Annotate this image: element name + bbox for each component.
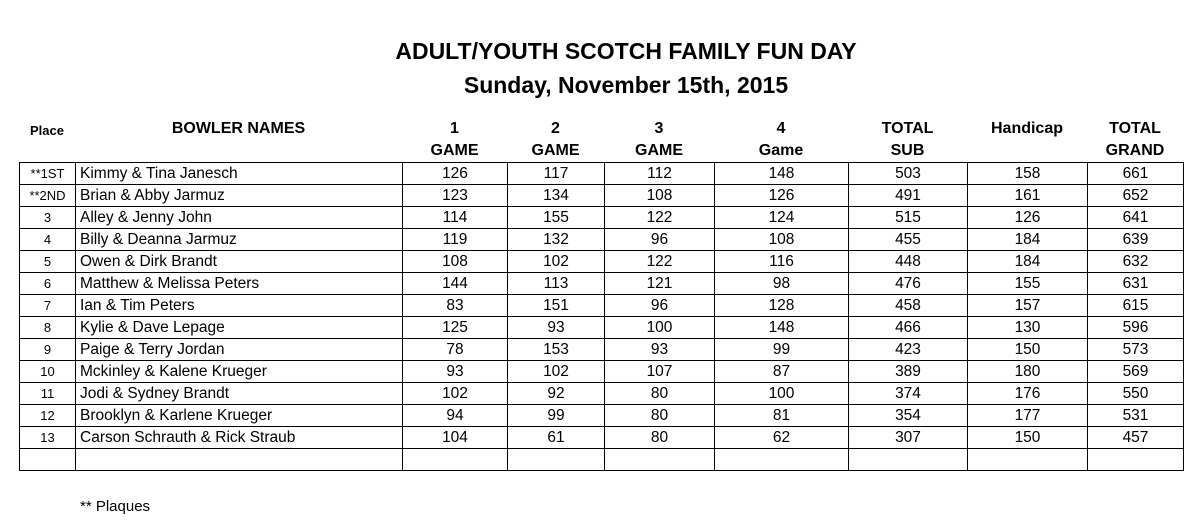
total-sub-cell: 515 — [849, 207, 968, 229]
game-3-cell: 107 — [605, 361, 715, 383]
game-2-cell: 132 — [508, 229, 605, 251]
bowler-names-cell: Ian & Tim Peters — [76, 295, 403, 317]
game-2-cell: 117 — [508, 163, 605, 185]
table-row — [20, 405, 1184, 427]
bowler-names-cell: Paige & Terry Jordan — [76, 339, 403, 361]
game-3-cell — [605, 449, 715, 471]
game-3-cell: 112 — [605, 163, 715, 185]
header-game-1-label: GAME — [430, 142, 479, 159]
game-4-cell: 98 — [715, 273, 849, 295]
game-1-cell: 108 — [403, 251, 508, 273]
game-4-cell: 100 — [715, 383, 849, 405]
game-1-cell — [403, 449, 508, 471]
game-2-cell: 102 — [508, 361, 605, 383]
header-handicap: Handicap — [990, 120, 1063, 137]
game-1-cell: 125 — [403, 317, 508, 339]
game-3-cell: 122 — [605, 207, 715, 229]
header-game-4-number: 4 — [776, 120, 786, 137]
game-2-cell — [508, 449, 605, 471]
game-2-cell: 134 — [508, 185, 605, 207]
game-2-cell: 92 — [508, 383, 605, 405]
handicap-cell: 130 — [968, 317, 1088, 339]
table-row — [20, 185, 1184, 207]
handicap-cell: 184 — [968, 251, 1088, 273]
game-4-cell: 81 — [715, 405, 849, 427]
bowler-names-cell: Mckinley & Kalene Krueger — [76, 361, 403, 383]
game-2-cell: 61 — [508, 427, 605, 449]
header-game-2-number: 2 — [551, 120, 560, 137]
header-total-grand-line1: TOTAL — [1109, 120, 1161, 137]
handicap-cell: 126 — [968, 207, 1088, 229]
bowler-names-cell: Alley & Jenny John — [76, 207, 403, 229]
bowler-names-cell: Owen & Dirk Brandt — [76, 251, 403, 273]
game-3-cell: 108 — [605, 185, 715, 207]
table-row — [20, 163, 1184, 185]
game-1-cell: 123 — [403, 185, 508, 207]
total-sub-cell: 354 — [849, 405, 968, 427]
game-2-cell: 153 — [508, 339, 605, 361]
footnote: ** Plaques — [80, 498, 151, 515]
place-cell: 6 — [20, 273, 76, 295]
total-grand-cell: 550 — [1088, 383, 1184, 405]
place-cell: 4 — [20, 229, 76, 251]
game-4-cell: 108 — [715, 229, 849, 251]
bowler-names-cell: Carson Schrauth & Rick Straub — [76, 427, 403, 449]
total-grand-cell: 631 — [1088, 273, 1184, 295]
page-subtitle: Sunday, November 15th, 2015 — [463, 72, 789, 98]
game-2-cell: 155 — [508, 207, 605, 229]
header-game-3-label: GAME — [635, 142, 683, 159]
total-grand-cell: 641 — [1088, 207, 1184, 229]
header-total-grand — [1087, 118, 1183, 162]
total-sub-cell: 491 — [849, 185, 968, 207]
game-3-cell: 96 — [605, 295, 715, 317]
place-cell: 8 — [20, 317, 76, 339]
game-3-cell: 80 — [605, 383, 715, 405]
game-4-cell: 126 — [715, 185, 849, 207]
game-1-cell: 83 — [403, 295, 508, 317]
game-1-cell: 144 — [403, 273, 508, 295]
table-row — [20, 449, 1184, 471]
game-4-cell: 148 — [715, 317, 849, 339]
game-1-cell: 114 — [403, 207, 508, 229]
header-game-4-label: Game — [758, 142, 804, 159]
total-grand-cell: 632 — [1088, 251, 1184, 273]
place-cell: 12 — [20, 405, 76, 427]
header-game-3-number: 3 — [654, 120, 664, 137]
table-row — [20, 361, 1184, 383]
place-cell: **2ND — [20, 185, 76, 207]
total-sub-cell: 423 — [849, 339, 968, 361]
handicap-cell: 176 — [968, 383, 1088, 405]
table-row — [20, 295, 1184, 317]
total-grand-cell: 573 — [1088, 339, 1184, 361]
total-sub-cell: 476 — [849, 273, 968, 295]
total-sub-cell: 389 — [849, 361, 968, 383]
table-row — [20, 207, 1184, 229]
game-4-cell: 124 — [715, 207, 849, 229]
table-row — [20, 317, 1184, 339]
place-cell: 13 — [20, 427, 76, 449]
game-2-cell: 151 — [508, 295, 605, 317]
handicap-cell: 157 — [968, 295, 1088, 317]
bowler-names-cell: Jodi & Sydney Brandt — [76, 383, 403, 405]
game-4-cell — [715, 449, 849, 471]
header-game-2-label: GAME — [531, 142, 580, 159]
total-sub-cell: 455 — [849, 229, 968, 251]
bowler-names-cell: Billy & Deanna Jarmuz — [76, 229, 403, 251]
game-3-cell: 122 — [605, 251, 715, 273]
game-2-cell: 102 — [508, 251, 605, 273]
place-cell — [20, 449, 76, 471]
table-row — [20, 339, 1184, 361]
total-grand-cell: 457 — [1088, 427, 1184, 449]
game-1-cell: 104 — [403, 427, 508, 449]
header-game-2 — [507, 118, 604, 162]
game-3-cell: 100 — [605, 317, 715, 339]
total-sub-cell: 307 — [849, 427, 968, 449]
total-sub-cell — [849, 449, 968, 471]
game-4-cell: 116 — [715, 251, 849, 273]
page-title: ADULT/YOUTH SCOTCH FAMILY FUN DAY — [395, 38, 857, 64]
handicap-cell: 155 — [968, 273, 1088, 295]
table-row — [20, 383, 1184, 405]
total-sub-cell: 374 — [849, 383, 968, 405]
place-cell: 5 — [20, 251, 76, 273]
bowler-names-cell: Brian & Abby Jarmuz — [76, 185, 403, 207]
game-1-cell: 78 — [403, 339, 508, 361]
table-row — [20, 251, 1184, 273]
game-4-cell: 99 — [715, 339, 849, 361]
table-row — [20, 273, 1184, 295]
game-4-cell: 87 — [715, 361, 849, 383]
total-grand-cell: 652 — [1088, 185, 1184, 207]
header-total-sub-line1: TOTAL — [881, 120, 934, 137]
handicap-cell: 150 — [968, 339, 1088, 361]
handicap-cell: 150 — [968, 427, 1088, 449]
total-sub-cell: 458 — [849, 295, 968, 317]
header-game-1 — [402, 118, 507, 162]
total-grand-cell: 596 — [1088, 317, 1184, 339]
game-4-cell: 128 — [715, 295, 849, 317]
bowler-names-cell: Kimmy & Tina Janesch — [76, 163, 403, 185]
place-cell: 9 — [20, 339, 76, 361]
game-3-cell: 80 — [605, 405, 715, 427]
handicap-cell: 177 — [968, 405, 1088, 427]
handicap-cell: 180 — [968, 361, 1088, 383]
total-grand-cell: 531 — [1088, 405, 1184, 427]
game-3-cell: 96 — [605, 229, 715, 251]
total-sub-cell: 503 — [849, 163, 968, 185]
game-2-cell: 113 — [508, 273, 605, 295]
header-game-1-number: 1 — [450, 120, 459, 137]
game-3-cell: 121 — [605, 273, 715, 295]
total-grand-cell: 569 — [1088, 361, 1184, 383]
place-cell: **1ST — [20, 163, 76, 185]
game-2-cell: 93 — [508, 317, 605, 339]
handicap-cell: 184 — [968, 229, 1088, 251]
bowler-names-cell — [76, 449, 403, 471]
bowler-names-cell: Brooklyn & Karlene Krueger — [76, 405, 403, 427]
game-1-cell: 94 — [403, 405, 508, 427]
place-cell: 3 — [20, 207, 76, 229]
bowler-names-cell: Matthew & Melissa Peters — [76, 273, 403, 295]
game-4-cell: 62 — [715, 427, 849, 449]
place-cell: 7 — [20, 295, 76, 317]
header-total-sub-line2: SUB — [890, 142, 925, 159]
place-cell: 11 — [20, 383, 76, 405]
results-table — [19, 162, 1184, 471]
table-row — [20, 427, 1184, 449]
total-grand-cell: 639 — [1088, 229, 1184, 251]
total-sub-cell: 466 — [849, 317, 968, 339]
total-sub-cell: 448 — [849, 251, 968, 273]
table-row — [20, 229, 1184, 251]
game-4-cell: 148 — [715, 163, 849, 185]
game-3-cell: 80 — [605, 427, 715, 449]
bowler-names-cell: Kylie & Dave Lepage — [76, 317, 403, 339]
total-grand-cell: 661 — [1088, 163, 1184, 185]
place-cell: 10 — [20, 361, 76, 383]
total-grand-cell — [1088, 449, 1184, 471]
header-total-grand-line2: GRAND — [1105, 142, 1165, 159]
game-1-cell: 102 — [403, 383, 508, 405]
handicap-cell — [968, 449, 1088, 471]
game-1-cell: 119 — [403, 229, 508, 251]
game-3-cell: 93 — [605, 339, 715, 361]
total-grand-cell: 615 — [1088, 295, 1184, 317]
header-place: Place — [30, 123, 64, 138]
header-total-sub — [848, 118, 967, 162]
game-1-cell: 126 — [403, 163, 508, 185]
handicap-cell: 161 — [968, 185, 1088, 207]
header-game-3 — [604, 118, 714, 162]
game-1-cell: 93 — [403, 361, 508, 383]
handicap-cell: 158 — [968, 163, 1088, 185]
header-bowler-names: BOWLER NAMES — [171, 120, 306, 137]
header-game-4 — [714, 118, 848, 162]
game-2-cell: 99 — [508, 405, 605, 427]
